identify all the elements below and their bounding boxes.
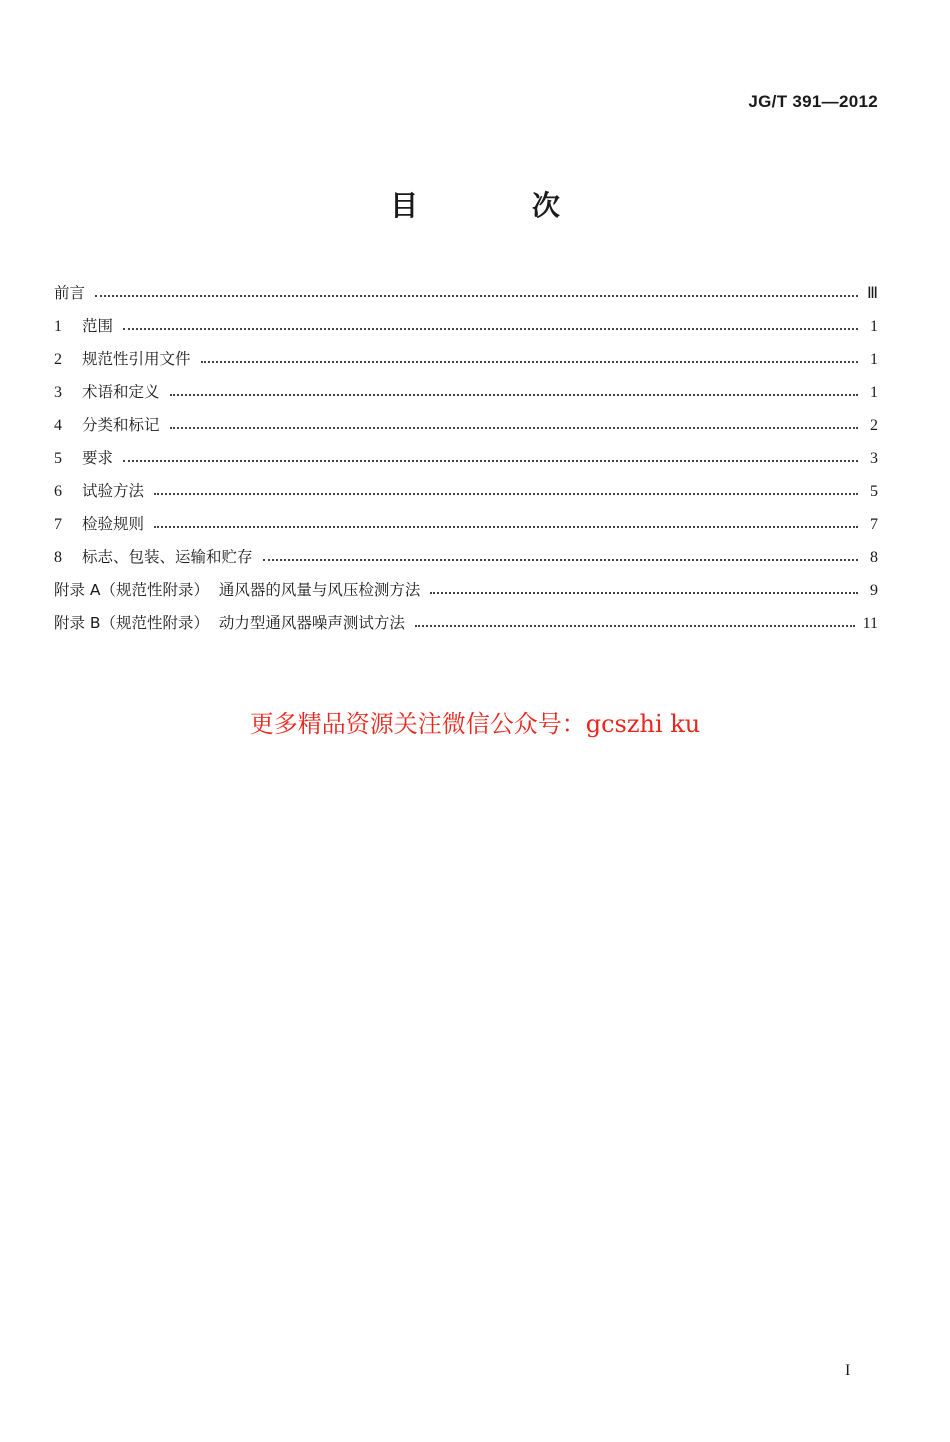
toc-entry-number: 3 (54, 384, 62, 401)
toc-entry-label: 试验方法 (82, 482, 145, 500)
toc-entry-page: 1 (870, 351, 878, 368)
toc-leader-dots (95, 294, 858, 297)
toc-entry-label: 前言 (54, 284, 86, 302)
toc-entry-requirements[interactable] (54, 435, 878, 468)
toc-entry-label: 附录 B（规范性附录） 动力型通风器噪声测试方法 (54, 614, 405, 632)
toc-entry-terms-definitions[interactable] (54, 369, 878, 402)
toc-entry-label: 分类和标记 (82, 416, 160, 434)
page-number: I (845, 1362, 851, 1379)
toc-entry-label: 要求 (82, 449, 114, 467)
toc-entry-number: 6 (54, 483, 62, 500)
toc-entry-annex-a[interactable] (54, 567, 878, 600)
toc-entry-normative-references[interactable] (54, 336, 878, 369)
toc-leader-dots (415, 624, 855, 627)
toc-entry-foreword[interactable] (54, 270, 878, 303)
table-of-contents (54, 270, 878, 633)
toc-leader-dots (154, 525, 858, 528)
toc-leader-dots (430, 591, 858, 594)
toc-entry-number: 4 (54, 417, 62, 434)
page-title: 目 次 (390, 189, 612, 222)
toc-entry-label: 标志、包装、运输和贮存 (82, 548, 253, 566)
toc-entry-number: 7 (54, 516, 62, 533)
toc-entry-number: 2 (54, 351, 62, 368)
toc-entry-label: 范围 (82, 317, 114, 335)
toc-leader-dots (170, 393, 858, 396)
toc-leader-dots (170, 426, 858, 429)
toc-entry-page: 1 (870, 318, 878, 335)
toc-leader-dots (154, 492, 858, 495)
toc-entry-inspection-rules[interactable] (54, 501, 878, 534)
toc-entry-page: 11 (862, 615, 878, 632)
toc-entry-test-methods[interactable] (54, 468, 878, 501)
toc-leader-dots (201, 360, 858, 363)
toc-entry-label: 附录 A（规范性附录） 通风器的风量与风压检测方法 (54, 581, 421, 599)
toc-entry-page: 5 (870, 483, 878, 500)
toc-entry-page: 8 (870, 549, 878, 566)
toc-entry-label: 规范性引用文件 (82, 350, 191, 368)
toc-entry-page: 1 (870, 384, 878, 401)
toc-entry-annex-b[interactable] (54, 600, 878, 633)
toc-entry-scope[interactable] (54, 303, 878, 336)
toc-entry-page: 2 (870, 417, 878, 434)
toc-leader-dots (123, 327, 858, 330)
toc-entry-page: 7 (870, 516, 878, 533)
toc-entry-page: 9 (870, 582, 878, 599)
toc-entry-label: 术语和定义 (82, 383, 160, 401)
toc-leader-dots (263, 558, 858, 561)
toc-entry-number: 5 (54, 450, 62, 467)
toc-entry-number: 1 (54, 318, 62, 335)
toc-leader-dots (123, 459, 858, 462)
toc-entry-page: 3 (870, 450, 878, 467)
toc-entry-marking-packaging[interactable] (54, 534, 878, 567)
toc-entry-label: 检验规则 (82, 515, 145, 533)
promo-watermark-text: 更多精品资源关注微信公众号：gcszhi ku (249, 710, 701, 738)
toc-entry-number: 8 (54, 549, 62, 566)
toc-entry-page: Ⅲ (866, 285, 878, 302)
toc-entry-classification[interactable] (54, 402, 878, 435)
standard-number: JG/T 391—2012 (748, 92, 878, 111)
